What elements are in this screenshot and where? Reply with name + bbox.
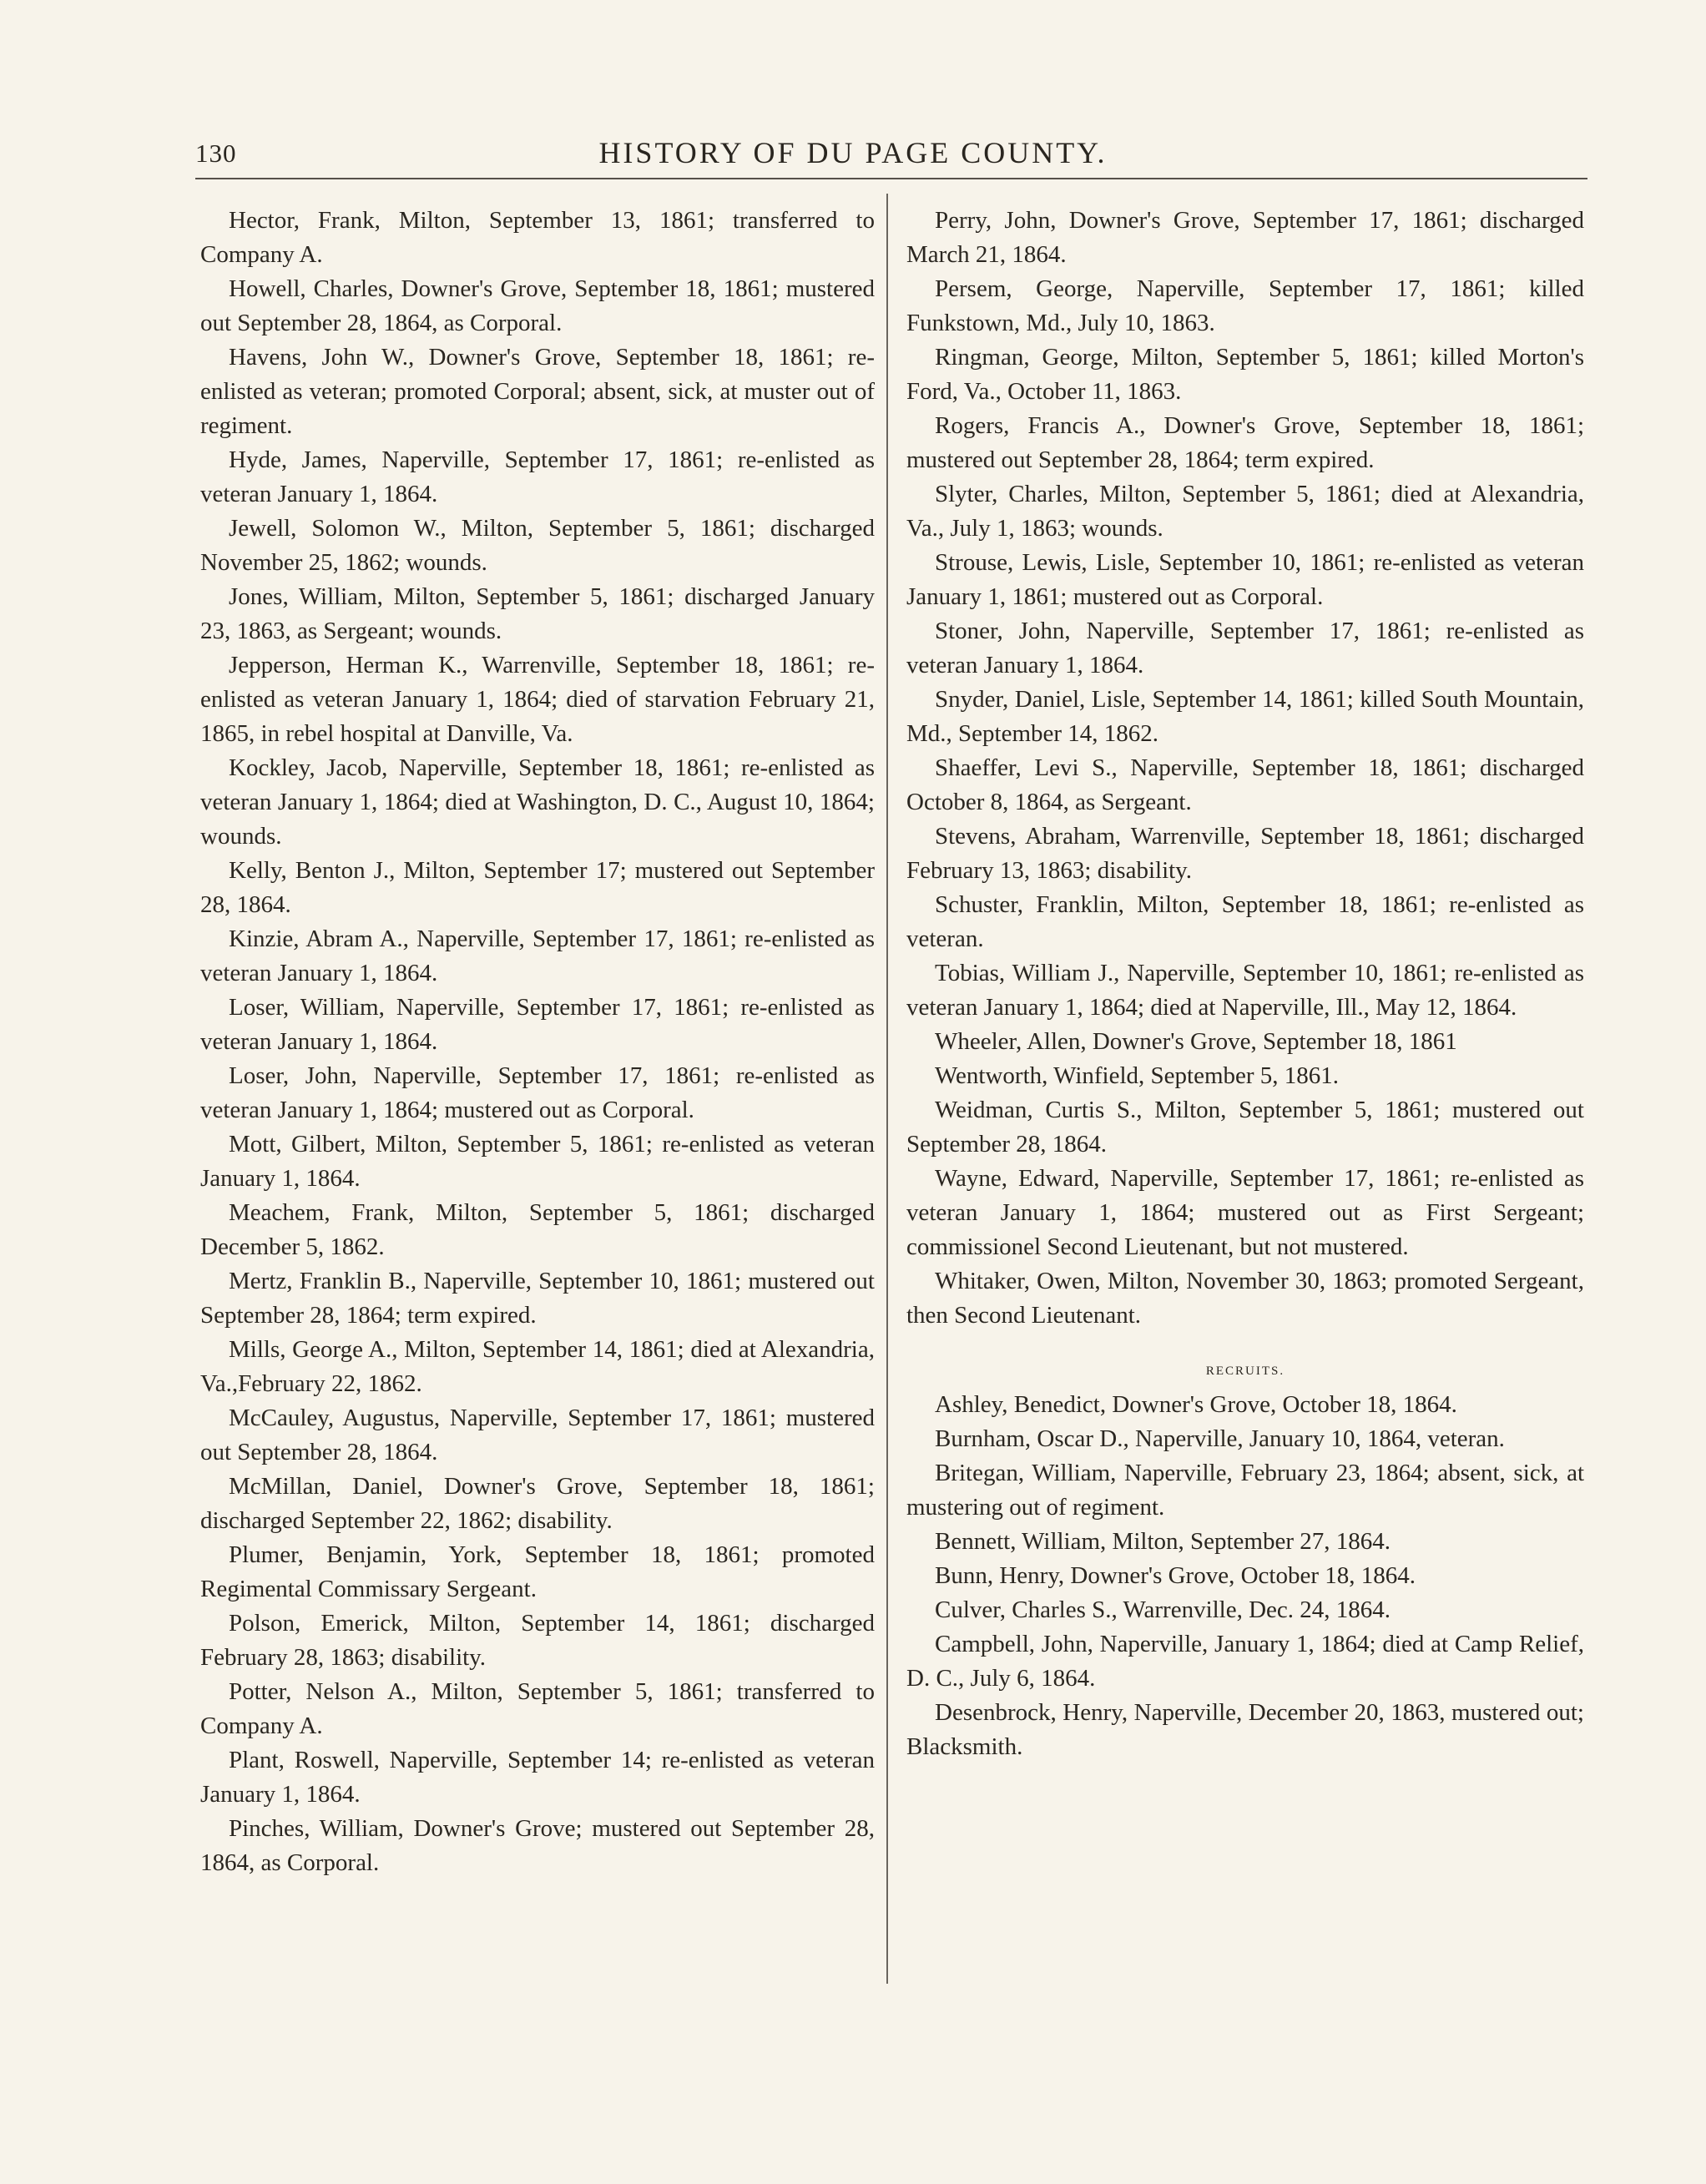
roster-entry: Jewell, Solomon W., Milton, September 5, 1861; discharged November 25, 1862; wounds.: [200, 515, 875, 576]
roster-entry: Snyder, Daniel, Lisle, September 14, 1861; killed South Mountain, Md., September 14, 1862.: [906, 686, 1584, 747]
roster-entry: Tobias, William J., Naperville, September 10, 1861; re-enlisted as veteran January 1, 1864; died at Naperville, Ill., May 12, 1864.: [906, 960, 1584, 1021]
roster-entry: Ringman, George, Milton, September 5, 1861; killed Morton's Ford, Va., October 11, 1863.: [906, 344, 1584, 405]
right-column-entries: [906, 204, 1584, 1333]
roster-entry: McCauley, Augustus, Naperville, September 17, 1861; mustered out September 28, 1864.: [200, 1405, 875, 1465]
recruits-entries: [906, 1388, 1584, 1764]
roster-entry: Polson, Emerick, Milton, September 14, 1861; discharged February 28, 1863; disability.: [200, 1610, 875, 1671]
roster-entry: Meachem, Frank, Milton, September 5, 1861; discharged December 5, 1862.: [200, 1199, 875, 1260]
roster-entry: Whitaker, Owen, Milton, November 30, 1863; promoted Sergeant, then Second Lieutenant.: [906, 1268, 1584, 1329]
roster-entry: Slyter, Charles, Milton, September 5, 1861; died at Alexandria, Va., July 1, 1863; wounds.: [906, 481, 1584, 542]
roster-entry: Wheeler, Allen, Downer's Grove, September 18, 1861: [935, 1028, 1457, 1055]
column-divider: [886, 194, 888, 1984]
roster-entry: Bennett, William, Milton, September 27, 1864.: [935, 1528, 1391, 1555]
roster-entry: Shaeffer, Levi S., Naperville, September 18, 1861; discharged October 8, 1864, as Sergeant.: [906, 754, 1584, 815]
left-column: [200, 204, 875, 1880]
roster-entry: Perry, John, Downer's Grove, September 17, 1861; discharged March 21, 1864.: [906, 207, 1584, 268]
page-number: 130: [195, 139, 237, 168]
roster-entry: Kinzie, Abram A., Naperville, September 17, 1861; re-enlisted as veteran January 1, 1864.: [200, 926, 875, 986]
roster-entry: Culver, Charles S., Warrenville, Dec. 24, 1864.: [935, 1596, 1391, 1623]
roster-entry: Britegan, William, Naperville, February 23, 1864; absent, sick, at mustering out of regiment.: [906, 1460, 1584, 1521]
roster-entry: Potter, Nelson A., Milton, September 5, 1861; transferred to Company A.: [200, 1678, 875, 1739]
roster-entry: Bunn, Henry, Downer's Grove, October 18, 1864.: [935, 1562, 1416, 1589]
roster-entry: Wayne, Edward, Naperville, September 17, 1861; re-enlisted as veteran January 1, 1864; mustered out as First Sergeant; commissionel Second Lieutenant, but not mustered.: [906, 1165, 1584, 1260]
roster-entry: Mott, Gilbert, Milton, September 5, 1861; re-enlisted as veteran January 1, 1864.: [200, 1131, 875, 1192]
roster-entry: Burnham, Oscar D., Naperville, January 10, 1864, veteran.: [935, 1425, 1505, 1452]
roster-entry: Rogers, Francis A., Downer's Grove, September 18, 1861; mustered out September 28, 1864; term expired.: [906, 412, 1584, 473]
roster-entry: Jones, William, Milton, September 5, 1861; discharged January 23, 1863, as Sergeant; wounds.: [200, 583, 875, 644]
roster-entry: Hyde, James, Naperville, September 17, 1861; re-enlisted as veteran January 1, 1864.: [200, 446, 875, 507]
roster-entry: Plumer, Benjamin, York, September 18, 1861; promoted Regimental Commissary Sergeant.: [200, 1541, 875, 1602]
roster-entry: McMillan, Daniel, Downer's Grove, September 18, 1861; discharged September 22, 1862; disability.: [200, 1473, 875, 1534]
roster-entry: Jepperson, Herman K., Warrenville, September 18, 1861; re-enlisted as veteran January 1, 1864; died of starvation February 21, 1865, in rebel hospital at Danville, Va.: [200, 652, 875, 747]
roster-entry: Pinches, William, Downer's Grove; mustered out September 28, 1864, as Corporal.: [200, 1815, 875, 1876]
roster-entry: Kelly, Benton J., Milton, September 17; mustered out September 28, 1864.: [200, 857, 875, 918]
running-head-title: HISTORY OF DU PAGE COUNTY.: [598, 136, 1108, 169]
roster-entry: Hector, Frank, Milton, September 13, 1861; transferred to Company A.: [200, 207, 875, 268]
roster-entry: Stevens, Abraham, Warrenville, September 18, 1861; discharged February 13, 1863; disability.: [906, 823, 1584, 884]
roster-entry: Persem, George, Naperville, September 17, 1861; killed Funkstown, Md., July 10, 1863.: [906, 275, 1584, 336]
roster-entry: Schuster, Franklin, Milton, September 18, 1861; re-enlisted as veteran.: [906, 891, 1584, 952]
roster-entry: Mills, George A., Milton, September 14, 1861; died at Alexandria, Va.,February 22, 1862.: [200, 1336, 875, 1397]
recruits-heading: RECRUITS.: [1205, 1364, 1285, 1378]
header-rule: [195, 178, 1587, 179]
roster-entry: Loser, John, Naperville, September 17, 1861; re-enlisted as veteran January 1, 1864; mustered out as Corporal.: [200, 1062, 875, 1123]
right-column: [906, 204, 1584, 1764]
roster-entry: Strouse, Lewis, Lisle, September 10, 1861; re-enlisted as veteran January 1, 1861; mustered out as Corporal.: [906, 549, 1584, 610]
roster-entry: Wentworth, Winfield, September 5, 1861.: [935, 1062, 1340, 1089]
roster-entry: Desenbrock, Henry, Naperville, December 20, 1863, mustered out; Blacksmith.: [906, 1699, 1584, 1760]
roster-entry: Ashley, Benedict, Downer's Grove, October 18, 1864.: [935, 1391, 1457, 1418]
roster-entry: Mertz, Franklin B., Naperville, September 10, 1861; mustered out September 28, 1864; term expired.: [200, 1268, 875, 1329]
roster-entry: Stoner, John, Naperville, September 17, 1861; re-enlisted as veteran January 1, 1864.: [906, 618, 1584, 678]
roster-entry: Campbell, John, Naperville, January 1, 1864; died at Camp Relief, D. C., July 6, 1864.: [906, 1631, 1584, 1692]
roster-entry: Plant, Roswell, Naperville, September 14; re-enlisted as veteran January 1, 1864.: [200, 1747, 875, 1808]
roster-entry: Havens, John W., Downer's Grove, September 18, 1861; re-enlisted as veteran; promoted Corporal; absent, sick, at muster out of regiment.: [200, 344, 875, 439]
roster-entry: Weidman, Curtis S., Milton, September 5, 1861; mustered out September 28, 1864.: [906, 1097, 1584, 1158]
roster-entry: Howell, Charles, Downer's Grove, September 18, 1861; mustered out September 28, 1864, as Corporal.: [200, 275, 875, 336]
roster-entry: Kockley, Jacob, Naperville, September 18, 1861; re-enlisted as veteran January 1, 1864; died at Washington, D. C., August 10, 1864; wounds.: [200, 754, 875, 850]
roster-entry: Loser, William, Naperville, September 17, 1861; re-enlisted as veteran January 1, 1864.: [200, 994, 875, 1055]
